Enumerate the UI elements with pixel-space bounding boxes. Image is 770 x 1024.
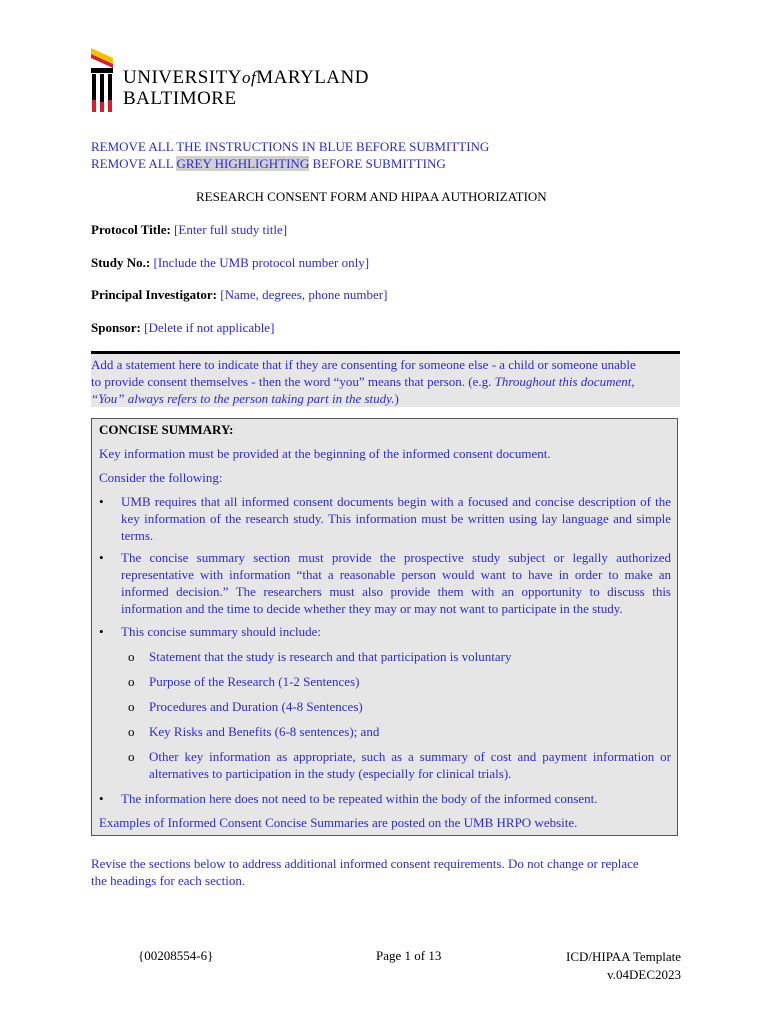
statement-line-1: Add a statement here to indicate that if they are consenting for someone else - a child or someone unable — [91, 357, 636, 372]
grey-highlight: GREY HIGHLIGHTING — [176, 156, 310, 171]
you-statement-block — [91, 351, 680, 407]
instruction-line-2: REMOVE ALL GREY HIGHLIGHTING BEFORE SUBMITTING — [91, 156, 446, 171]
footer-template-version — [540, 948, 681, 984]
study-number-field: Study No.: [Include the UMB protocol number only] — [91, 255, 370, 270]
principal-investigator-field: Principal Investigator: [Name, degrees, phone number] — [91, 287, 388, 302]
summary-heading: CONCISE SUMMARY: — [99, 422, 234, 437]
logo-line-2: BALTIMORE — [123, 88, 237, 109]
logo-line-1: UNIVERSITYofMARYLAND — [123, 67, 369, 88]
summary-sub-item: o Statement that the study is research and that participation is voluntary — [128, 649, 512, 664]
summary-examples: Examples of Informed Consent Concise Summaries are posted on the UMB HRPO website. — [99, 815, 578, 830]
summary-sub-item: o Purpose of the Research (1-2 Sentences) — [128, 674, 360, 689]
statement-line-2: to provide consent themselves - then the word “you” means that person. (e.g. Throughout this document, — [91, 374, 635, 389]
summary-bullet: • This concise summary should include: — [99, 624, 322, 639]
summary-sub-item: o Other key information as appropriate, such as a summary of cost and payment information or alternatives to participation in the study (especially for clinical trials). — [128, 749, 671, 781]
sponsor-field: Sponsor: [Delete if not applicable] — [91, 320, 275, 335]
summary-intro: Key information must be provided at the beginning of the informed consent document. — [99, 446, 551, 461]
protocol-title-field: Protocol Title: [Enter full study title] — [91, 222, 288, 237]
form-title: RESEARCH CONSENT FORM AND HIPAA AUTHORIZATION — [196, 189, 547, 204]
summary-consider: Consider the following: — [99, 470, 223, 485]
footer-page-number: Page 1 of 13 — [376, 948, 442, 963]
summary-bullet: • UMB requires that all informed consent documents begin with a focused and concise description of the key information of the research study. This information must be written using lay language and simple terms. — [99, 494, 671, 543]
summary-bullet: • The information here does not need to be repeated within the body of the informed consent. — [99, 791, 598, 806]
summary-bullet: • The concise summary section must provide the prospective study subject or legally authorized representative with information “that a reasonable person would want to have in order to make an informed decision.” The researchers must also provide them with an opportunity to discuss this information and the time to decide whether they may or may not want to participate in the study. — [99, 550, 671, 616]
instruction-line-1: REMOVE ALL THE INSTRUCTIONS IN BLUE BEFORE SUBMITTING — [91, 139, 490, 154]
umb-logo — [89, 44, 369, 118]
statement-line-3: “You” always refers to the person taking part in the study.) — [91, 391, 399, 406]
concise-summary-box — [91, 418, 678, 836]
revise-line-2: the headings for each section. — [91, 873, 246, 888]
summary-sub-item: o Procedures and Duration (4-8 Sentences) — [128, 699, 363, 714]
footer-template-date: v.04DEC2023 — [607, 967, 681, 982]
footer-template-name: ICD/HIPAA Template — [565, 949, 681, 964]
summary-sub-item: o Key Risks and Benefits (6-8 sentences); and — [128, 724, 380, 739]
revise-line-1: Revise the sections below to address additional informed consent requirements. Do not change or replace — [91, 856, 639, 871]
footer-doc-id: {00208554-6} — [138, 948, 214, 963]
